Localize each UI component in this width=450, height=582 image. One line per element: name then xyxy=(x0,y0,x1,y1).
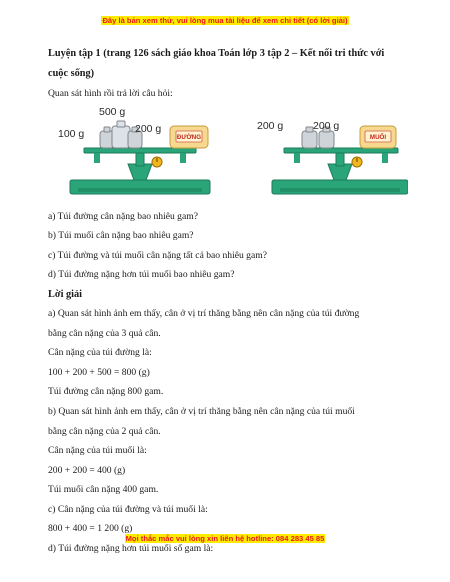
solution-line: Túi muối cân nặng 400 gam. xyxy=(48,484,159,496)
solution-heading: Lời giải xyxy=(48,288,83,300)
solution-line: Cân nặng của túi đường là: xyxy=(48,347,152,359)
preview-banner-text: Đây là bản xem thử, vui lòng mua tài liệu để xem chi tiết (có lời giải) xyxy=(102,16,348,25)
right-balance-scale xyxy=(272,126,408,194)
solution-line: bằng cân nặng của 2 quả cân. xyxy=(48,425,161,437)
solution-line: 200 + 200 = 400 (g) xyxy=(48,464,126,476)
balance-scales-illustration xyxy=(48,105,408,204)
solution-line: 100 + 200 + 500 = 800 (g) xyxy=(48,366,150,378)
salt-bag-label: MUỐI xyxy=(369,133,387,141)
solution-line: 800 + 400 = 1 200 (g) xyxy=(48,523,133,535)
preview-banner xyxy=(0,16,450,25)
instruction-text: Quan sát hình rồi trả lời câu hỏi: xyxy=(48,88,173,99)
solution-line: d) Túi đường nặng hơn túi muối số gam là: xyxy=(48,542,214,554)
weight-label-500g: 500 g xyxy=(99,105,126,118)
sugar-bag-label: ĐƯỜNG xyxy=(176,133,202,141)
solution-line: b) Quan sát hình ảnh em thấy, cân ở vị trí thăng bằng nên cân nặng của túi muối xyxy=(48,406,355,418)
solution-line: bằng cân nặng của 3 quả cân. xyxy=(48,327,161,339)
weight-label-100g: 100 g xyxy=(58,127,85,140)
question-a: a) Túi đường cân nặng bao nhiêu gam? xyxy=(48,210,198,222)
hotline-banner xyxy=(0,534,450,543)
document-body xyxy=(48,44,408,558)
hotline-banner-text: Mọi thắc mắc vui lòng xin liên hệ hotline: 084 283 45 85 xyxy=(125,534,325,543)
solution-line: Cân nặng của túi muối là: xyxy=(48,445,147,457)
exercise-title-line-1: Luyện tập 1 (trang 126 sách giáo khoa Toán lớp 3 tập 2 – Kết nối tri thức với xyxy=(48,48,385,59)
solution-line: Túi đường cân nặng 800 gam. xyxy=(48,386,164,398)
weight-label-200g-right-1: 200 g xyxy=(257,119,284,132)
question-b: b) Túi muối cân nặng bao nhiêu gam? xyxy=(48,230,194,242)
solution-line: a) Quan sát hình ảnh em thấy, cân ở vị trí thăng bằng nên cân nặng của túi đường xyxy=(48,308,360,320)
solution-line: c) Cân nặng của túi đường và túi muối là: xyxy=(48,503,208,515)
question-d: d) Túi đường nặng hơn túi muối bao nhiêu gam? xyxy=(48,269,235,281)
weight-label-200g-left: 200 g xyxy=(135,122,162,135)
exercise-title-line-2: cuộc sống) xyxy=(48,68,95,79)
weight-label-200g-right-2: 200 g xyxy=(313,119,340,132)
balance-scales-figure xyxy=(48,105,408,204)
question-c: c) Túi đường và túi muối cân nặng tất cả bao nhiêu gam? xyxy=(48,249,267,261)
